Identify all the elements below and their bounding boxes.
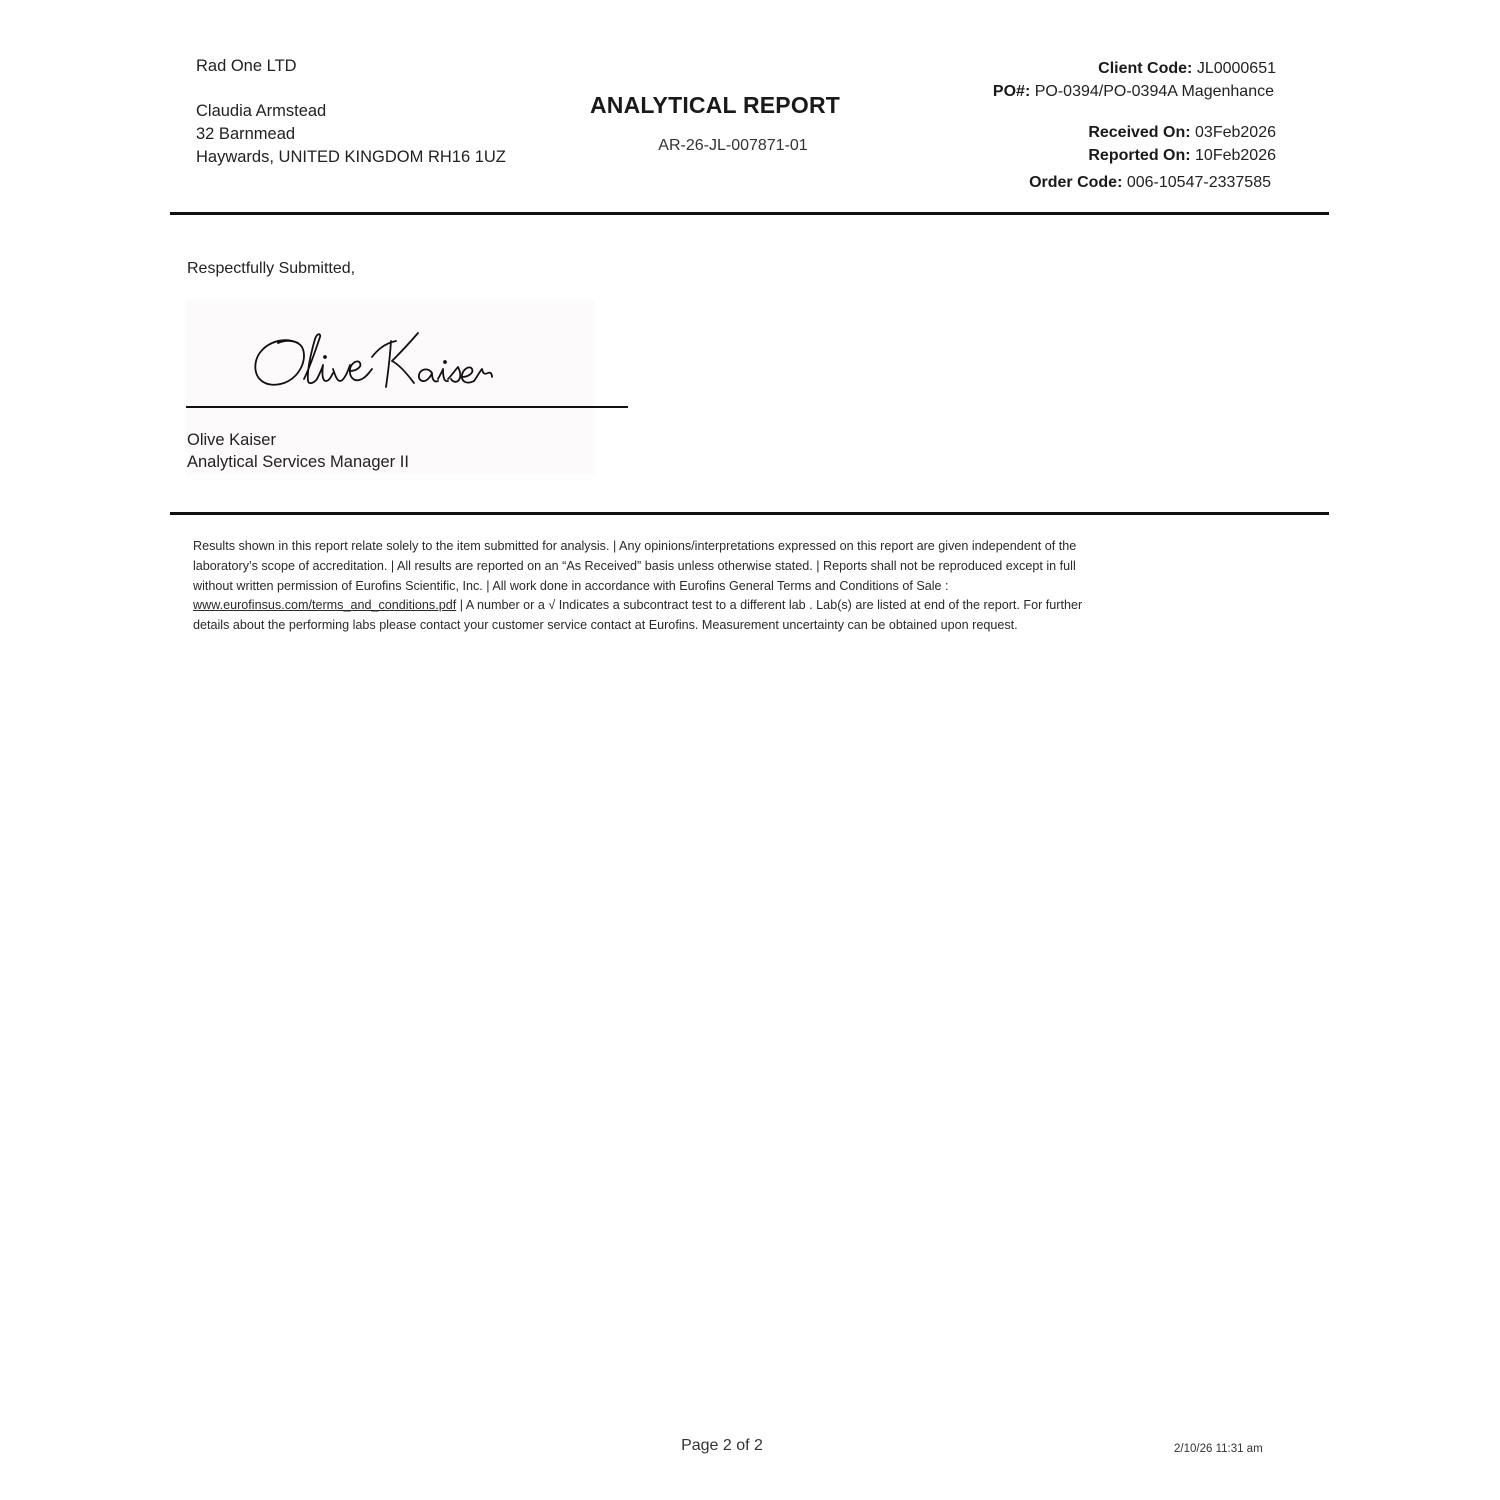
reported-label: Reported On: [1088,147,1191,164]
client-code-value: JL0000651 [1196,60,1276,77]
signature-line [186,406,628,408]
disclaimer [193,537,1168,636]
disclaimer-line-1: Results shown in this report relate solely to the item submitted for analysis. | Any opinions/interpretations expressed on this report are given independent of the [193,539,1077,553]
print-timestamp: 2/10/26 11:31 am [1174,1443,1263,1455]
order-code-value: 006-10547-2337585 [1126,174,1271,191]
respectfully-submitted: Respectfully Submitted, [187,260,356,277]
report-id: AR-26-JL-007871-01 [658,137,808,154]
po-label: PO#: [992,83,1031,100]
page-number: Page 2 of 2 [681,1437,763,1454]
disclaimer-line-4 [193,596,1168,616]
client-address-line2: Haywards, UNITED KINGDOM RH16 1UZ [196,148,506,166]
order-code-label: Order Code: [1029,174,1123,191]
disclaimer-line-5: details about the performing labs please contact your customer service contact at Eurofins. Measurement uncertainty can be obtained upon request. [193,618,1018,633]
client-code [1098,60,1276,78]
terms-link[interactable]: www.eurofinsus.com/terms_and_conditions.pdf [193,598,457,613]
received-value: 03Feb2026 [1195,124,1276,141]
received-label: Received On: [1088,124,1191,141]
signature-divider [170,512,1329,515]
po-number [993,83,1274,101]
client-company: Rad One LTD [196,57,297,75]
client-code-label: Client Code: [1098,60,1193,77]
order-code [1029,174,1271,192]
reported-on [1088,147,1276,165]
report-title: ANALYTICAL REPORT [589,92,841,118]
signer-name: Olive Kaiser [187,431,276,449]
client-address-line1: 32 Barnmead [196,125,296,143]
client-contact: Claudia Armstead [196,102,327,120]
po-value: PO-0394/PO-0394A Magenhance [1034,83,1274,100]
disclaimer-line-4-rest: | A number or a √ Indicates a subcontract test to a different lab . Lab(s) are listed at end of the report. For further [456,598,1083,613]
disclaimer-line-2: laboratory’s scope of accreditation. | All results are reported on an “As Received” basis unless otherwise stated. | Reports shall not be reproduced except in full [193,558,1076,573]
received-on [1088,124,1276,142]
signer-role: Analytical Services Manager II [187,453,409,471]
reported-value: 10Feb2026 [1195,147,1276,164]
disclaimer-line-3: without written permission of Eurofins Scientific, Inc. | All work done in accordance with Eurofins General Terms and Conditions of Sale : [193,578,949,593]
header-divider [170,212,1329,215]
